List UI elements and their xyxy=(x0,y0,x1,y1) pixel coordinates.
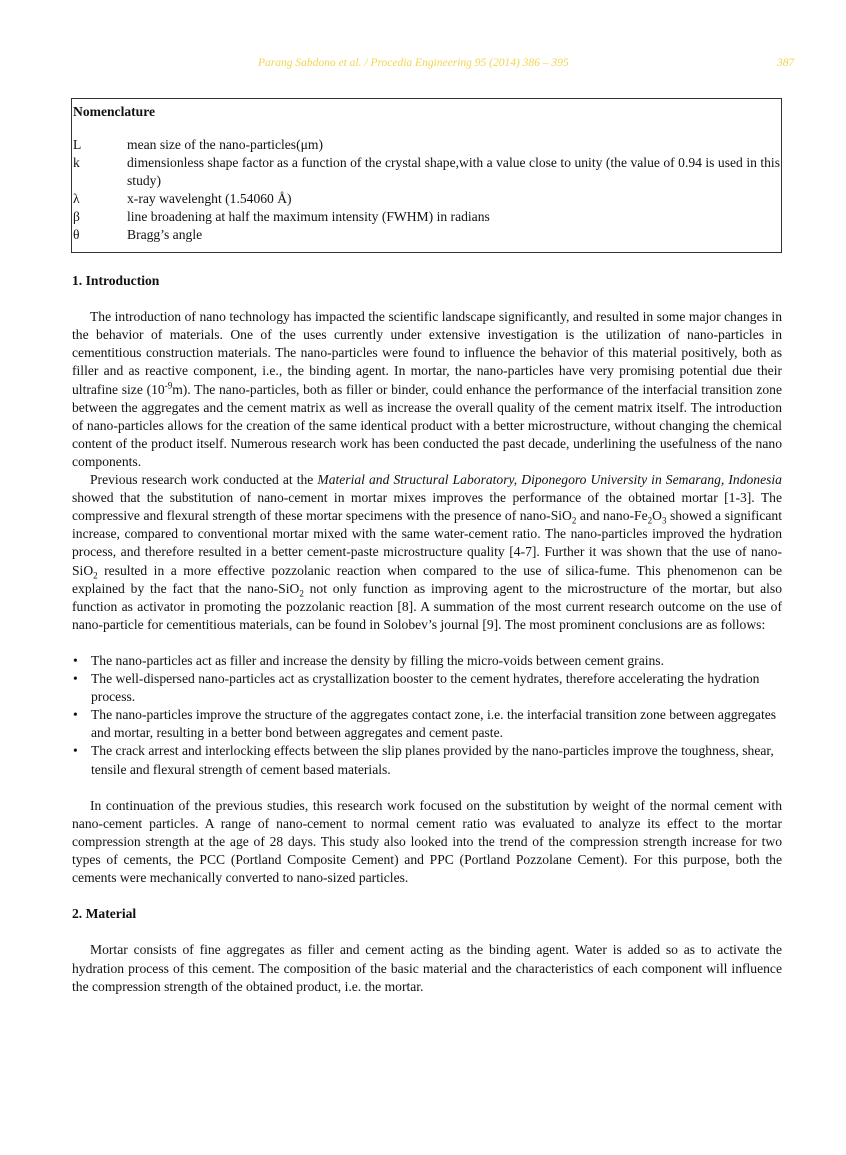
nomenclature-definition: x-ray wavelenght (1.54060 Å) xyxy=(127,191,292,206)
material-paragraph-1: Mortar consists of fine aggregates as filler and cement acting as the binding agent. Water is added so as to activate the hydration process of this cement. The composition of the basic material and the characteristics of each component will influence the compression strength of the obtained product, i.e. the mortar. xyxy=(72,942,782,994)
nomenclature-symbol: L xyxy=(73,137,82,152)
bullet-icon: • xyxy=(73,743,78,759)
section-heading-introduction: 1. Introduction xyxy=(72,273,160,288)
nomenclature-definition: dimensionless shape factor as a function of the crystal shape,with a value close to unity (the value of 0.94 is used in this study) xyxy=(127,155,780,188)
nomenclature-definition: mean size of the nano-particles(μm) xyxy=(127,137,324,152)
section-heading-material: 2. Material xyxy=(72,906,137,922)
intro-paragraph-3: In continuation of the previous studies, this research work focused on the substitution by weight of the normal cement with nano-cement particles. A range of nano-cement to normal cement ratio was evaluated to analyze its effect to the mortar compression strength at the age of 28 days. This study also looked into the trend of the compression strength increase for two types of cements, the PCC (Portland Composite Cement) and PPC (Portland Pozzolane Cement). For this purpose, both the cements were mechanically converted to nano-sized particles. xyxy=(72,797,782,886)
nomenclature-title: Nomenclature xyxy=(73,104,156,119)
nomenclature-symbol: λ xyxy=(73,191,80,206)
list-item: • The crack arrest and interlocking effects between the slip planes provided by the nano-particles improve the toughness, shear, tensile and flexural strength of cement based materials. xyxy=(73,743,774,777)
list-item: • The nano-particles improve the structure of the aggregates contact zone, i.e. the interfacial transition zone between aggregates and mortar, resulting in a better bond between aggregates and cement paste. xyxy=(73,707,777,741)
nomenclature-definition: Bragg’s angle xyxy=(127,227,203,242)
conclusions-list xyxy=(72,652,782,779)
nomenclature-definition: line broadening at half the maximum intensity (FWHM) in radians xyxy=(127,209,490,224)
bullet-icon: • xyxy=(73,707,78,723)
bullet-icon: • xyxy=(73,652,78,668)
bullet-icon: • xyxy=(73,671,78,687)
intro-paragraph-1: The introduction of nano technology has impacted the scientific landscape significantly, and resulted in some major changes in the behavior of materials. One of the uses currently under extensive investigation is the utilization of nano-particles in cementitious construction materials. The nano-particles were found to influence the behavior of this material positively, both as filler and as reactive component, i.e., the binding agent. In mortar, the nano-particles have very promising potential due their ultrafine size $(10^{-9}m)$. The nano-particles, both as filler or binder, could enhance the performance of the interfacial transition zone between the aggregates and the cement matrix as well as increase the overall quality of the cement matrix itself. The introduction of nano-particles allows for the creation of the same identical product with a better microstructure, without changing the chemical content of the product itself. Numerous research work has been conducted the past decade, underlining the usefulness of the nano components. xyxy=(72,309,782,469)
list-item: • The well-dispersed nano-particles act as crystallization booster to the cement hydrates, therefore accelerating the hydration process. xyxy=(73,671,760,705)
nomenclature-symbol: θ xyxy=(73,227,80,242)
article-body xyxy=(72,272,782,996)
intro-paragraph-2: Previous research work conducted at the Material and Structural Laboratory, Diponegoro University in Semarang, Indonesia showed that the substitution of nano-cement in mortar mixes improves the performance of the obtained mortar [1-3]. The compressive and flexural strength of these mortar specimens with the presence of nano-SiO$_2$ and nano-$Fe_2O_3$ showed a significant increase, compared to conventional mortar mixed with the same water-cement ratio. The nano-particles improved the hydration process, and therefore resulted in a better cement-paste microstructure quality [4-7]. Further it was shown that the use of nano-SiO$_2$ resulted in a more effective pozzolanic reaction when compared to the use of silica-fume. This phenomenon can be explained by the fact that the nano-SiO$_2$ not only function as improving agent to the microstructure of the mortar, but also function as activator in promoting the pozzolanic reaction [8]. A summation of the most current research outcome on the use of nano-particle for cementitious materials, can be found in Solobev’s journal [9]. The most prominent conclusions are as follows: xyxy=(72,472,782,632)
running-title: Parang Sabdono et al. / Procedia Engineering 95 (2014) 386 – 395 xyxy=(258,57,569,69)
list-item: • The nano-particles act as filler and increase the density by filling the micro-voids between cement grains. xyxy=(72,652,782,670)
nomenclature-box xyxy=(71,98,782,253)
nomenclature-symbol: β xyxy=(73,209,80,224)
page-header xyxy=(0,57,846,75)
page-number: 387 xyxy=(777,57,795,69)
nomenclature-symbol: k xyxy=(73,155,80,170)
